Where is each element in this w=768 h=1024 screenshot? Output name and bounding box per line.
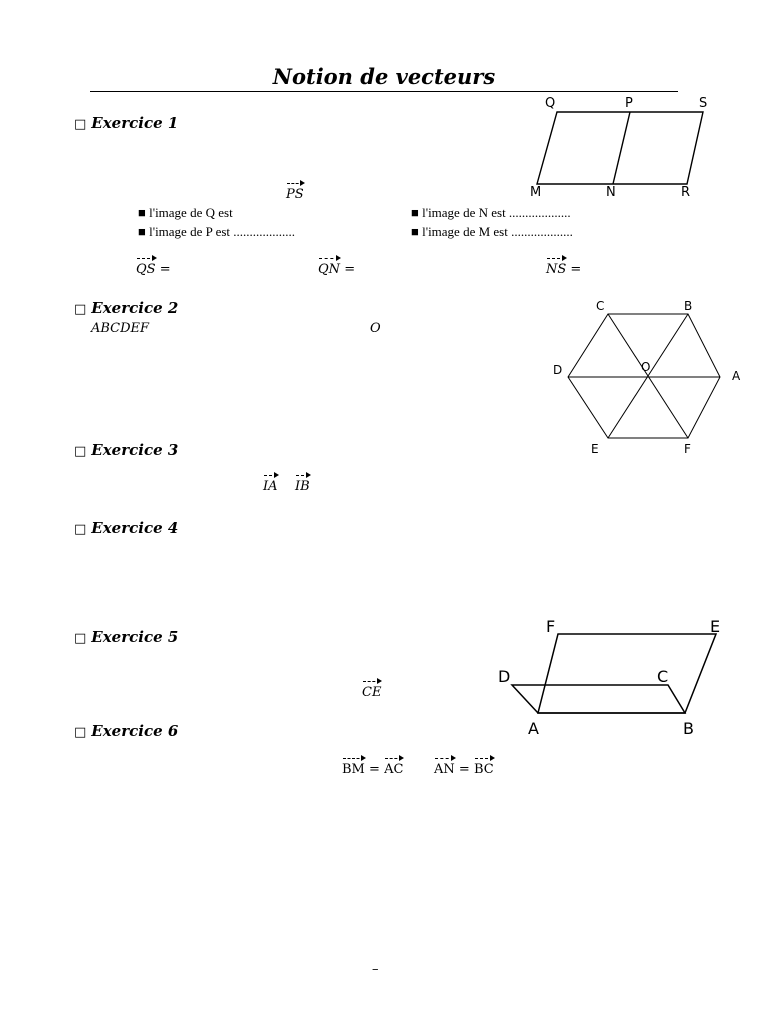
exercise-3-heading [74,441,178,459]
vector-ia: IA [263,472,278,494]
equation-qs: QS = [136,255,171,277]
label-e: E [710,617,721,636]
exercise-5-heading [74,628,178,646]
vector-ps: PS [286,180,304,202]
bullet-icon: ■ [138,224,146,239]
label-b: B [684,299,693,313]
exercise-2-heading [74,299,178,317]
figure-parallelograms-abcdef [490,612,740,742]
hexagon-outline [568,314,720,438]
page-footer: – [372,962,379,977]
segment-pn [613,112,630,184]
checkbox-icon: □ [74,117,87,132]
parallelogram-abef [538,634,716,713]
label-f: F [546,617,556,636]
label-q: Q [545,96,556,111]
exercise-4-heading [74,519,178,537]
label-e: E [591,442,599,456]
bullet-image-q: ■ l'image de Q est [138,205,233,220]
checkbox-icon: □ [74,725,87,740]
label-a: A [732,369,741,383]
vector-ce: CE [362,678,381,700]
exercise-3-title: Exercice 3 [91,441,179,459]
checkbox-icon: □ [74,302,87,317]
label-f: F [684,442,691,456]
page-title: Notion de vecteurs [272,64,496,89]
checkbox-icon: □ [74,522,87,537]
label-p: P [625,96,633,111]
label-s: S [699,96,708,111]
parallelogram-abcd [512,685,685,713]
label-d: D [498,667,511,686]
hexagon-name: ABCDEF [91,321,150,336]
equation-qn: QN = [318,255,355,277]
exercise-2-title: Exercice 2 [91,299,179,317]
bullet-icon: ■ [138,205,146,220]
label-m: M [530,185,542,200]
bullet-image-m: ■ l'image de M est ................... [411,224,573,239]
label-b: B [683,719,694,738]
exercise-5-title: Exercice 5 [91,628,179,646]
checkbox-icon: □ [74,444,87,459]
bullet-image-n: ■ l'image de N est ................... [411,205,571,220]
label-r: R [681,185,691,200]
exercise-4-title: Exercice 4 [91,519,179,537]
figure-parallelograms-qpsmnr [525,92,725,202]
label-o: O [641,360,651,374]
bullet-icon: ■ [411,205,419,220]
exercise-1-heading [74,114,178,132]
exercise-1-title: Exercice 1 [91,114,179,132]
equation-bm-ac: BM = AC [342,755,403,777]
parallelogram-outline [537,112,703,184]
label-c: C [657,667,669,686]
label-a: A [528,719,539,738]
equation-an-bc: AN = BC [434,755,494,777]
label-c: C [596,299,605,313]
label-n: N [606,185,616,200]
figure-hexagon-abcdef [548,296,748,462]
checkbox-icon: □ [74,631,87,646]
exercise-6-heading [74,722,178,740]
center-o: O [370,321,381,336]
label-d: D [553,363,563,377]
bullet-image-p: ■ l'image de P est ................... [138,224,296,239]
vector-ib: IB [295,472,310,494]
bullet-icon: ■ [411,224,419,239]
exercise-6-title: Exercice 6 [91,722,179,740]
equation-ns: NS = [546,255,581,277]
